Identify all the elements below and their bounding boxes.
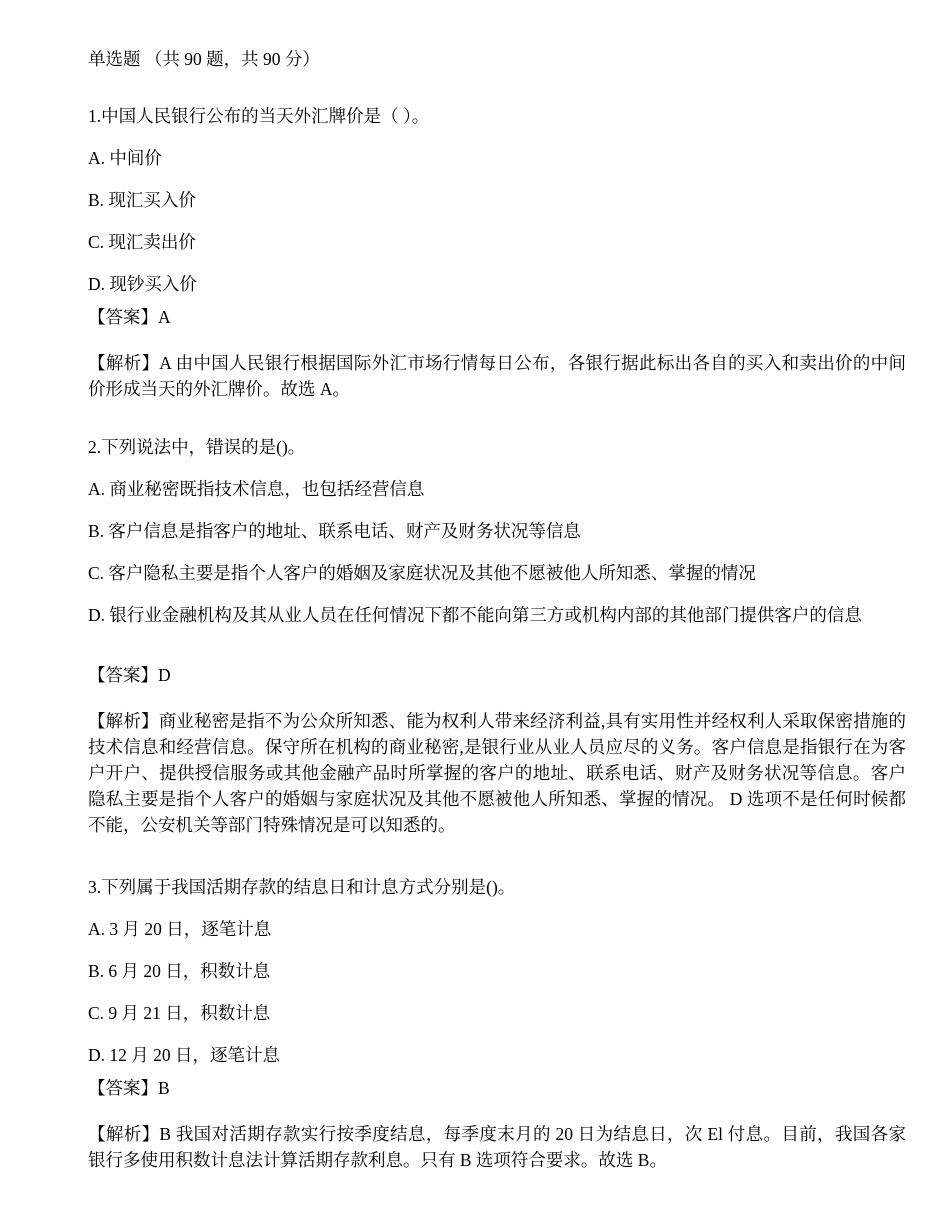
question-3-option-d: D. 12 月 20 日，逐笔计息: [88, 1045, 281, 1065]
question-1-option-d: D. 现钞买入价: [88, 274, 197, 294]
question-1-stem: 1.中国人民银行公布的当天外汇牌价是（ ）。: [88, 106, 430, 126]
question-1-option-a: A. 中间价: [88, 148, 162, 168]
question-3-stem: 3.下列属于我国活期存款的结息日和计息方式分别是()。: [88, 877, 516, 897]
question-2-analysis: 【解析】商业秘密是指不为公众所知悉、能为权利人带来经济利益,具有实用性并经权利人采取保密措施的技术信息和经营信息。保守所在机构的商业秘密,是银行业从业人员应尽的义务。客户信息是指银行在为客户开户、提供授信服务或其他金融产品时所掌握的客户的地址、联系电话、财产及财务状况等信息。客户隐私主要是指个人客户的婚姻与家庭状况及其他不愿被他人所知悉、掌握的情况。 D 选项不是任何时候都不能，公安机关等部门特殊情况是可以知悉的。: [88, 711, 906, 835]
question-2-option-c: C. 客户隐私主要是指个人客户的婚姻及家庭状况及其他不愿被他人所知悉、掌握的情况: [88, 563, 756, 583]
question-1-analysis: 【解析】A 由中国人民银行根据国际外汇市场行情每日公布，各银行据此标出各自的买入和卖出价的中间价形成当天的外汇牌价。故选 A。: [88, 353, 906, 399]
question-2-stem: 2.下列说法中，错误的是()。: [88, 437, 306, 457]
question-2-option-d: D. 银行业金融机构及其从业人员在任何情况下都不能向第三方或机构内部的其他部门提供客户的信息: [88, 605, 862, 625]
question-2-option-b: B. 客户信息是指客户的地址、联系电话、财产及财务状况等信息: [88, 521, 581, 541]
question-1-option-c: C. 现汇卖出价: [88, 232, 196, 252]
question-3-analysis: 【解析】B 我国对活期存款实行按季度结息，每季度末月的 20 日为结息日，次 El 付息。目前，我国各家银行多使用积数计息法计算活期存款利息。只有 B 选项符合要求。故选 B。: [88, 1124, 906, 1170]
question-3-option-c: C. 9 月 21 日，积数计息: [88, 1003, 271, 1023]
question-1-answer: 【答案】A: [88, 307, 171, 327]
question-3-option-a: A. 3 月 20 日，逐笔计息: [88, 919, 272, 939]
question-2-answer: 【答案】D: [88, 665, 171, 685]
question-2-option-a: A. 商业秘密既指技术信息，也包括经营信息: [88, 479, 425, 499]
section-header: 单选题 （共 90 题，共 90 分）: [88, 49, 320, 69]
question-1-option-b: B. 现汇买入价: [88, 190, 196, 210]
question-3-option-b: B. 6 月 20 日，积数计息: [88, 961, 271, 981]
question-3-answer: 【答案】B: [88, 1078, 170, 1098]
